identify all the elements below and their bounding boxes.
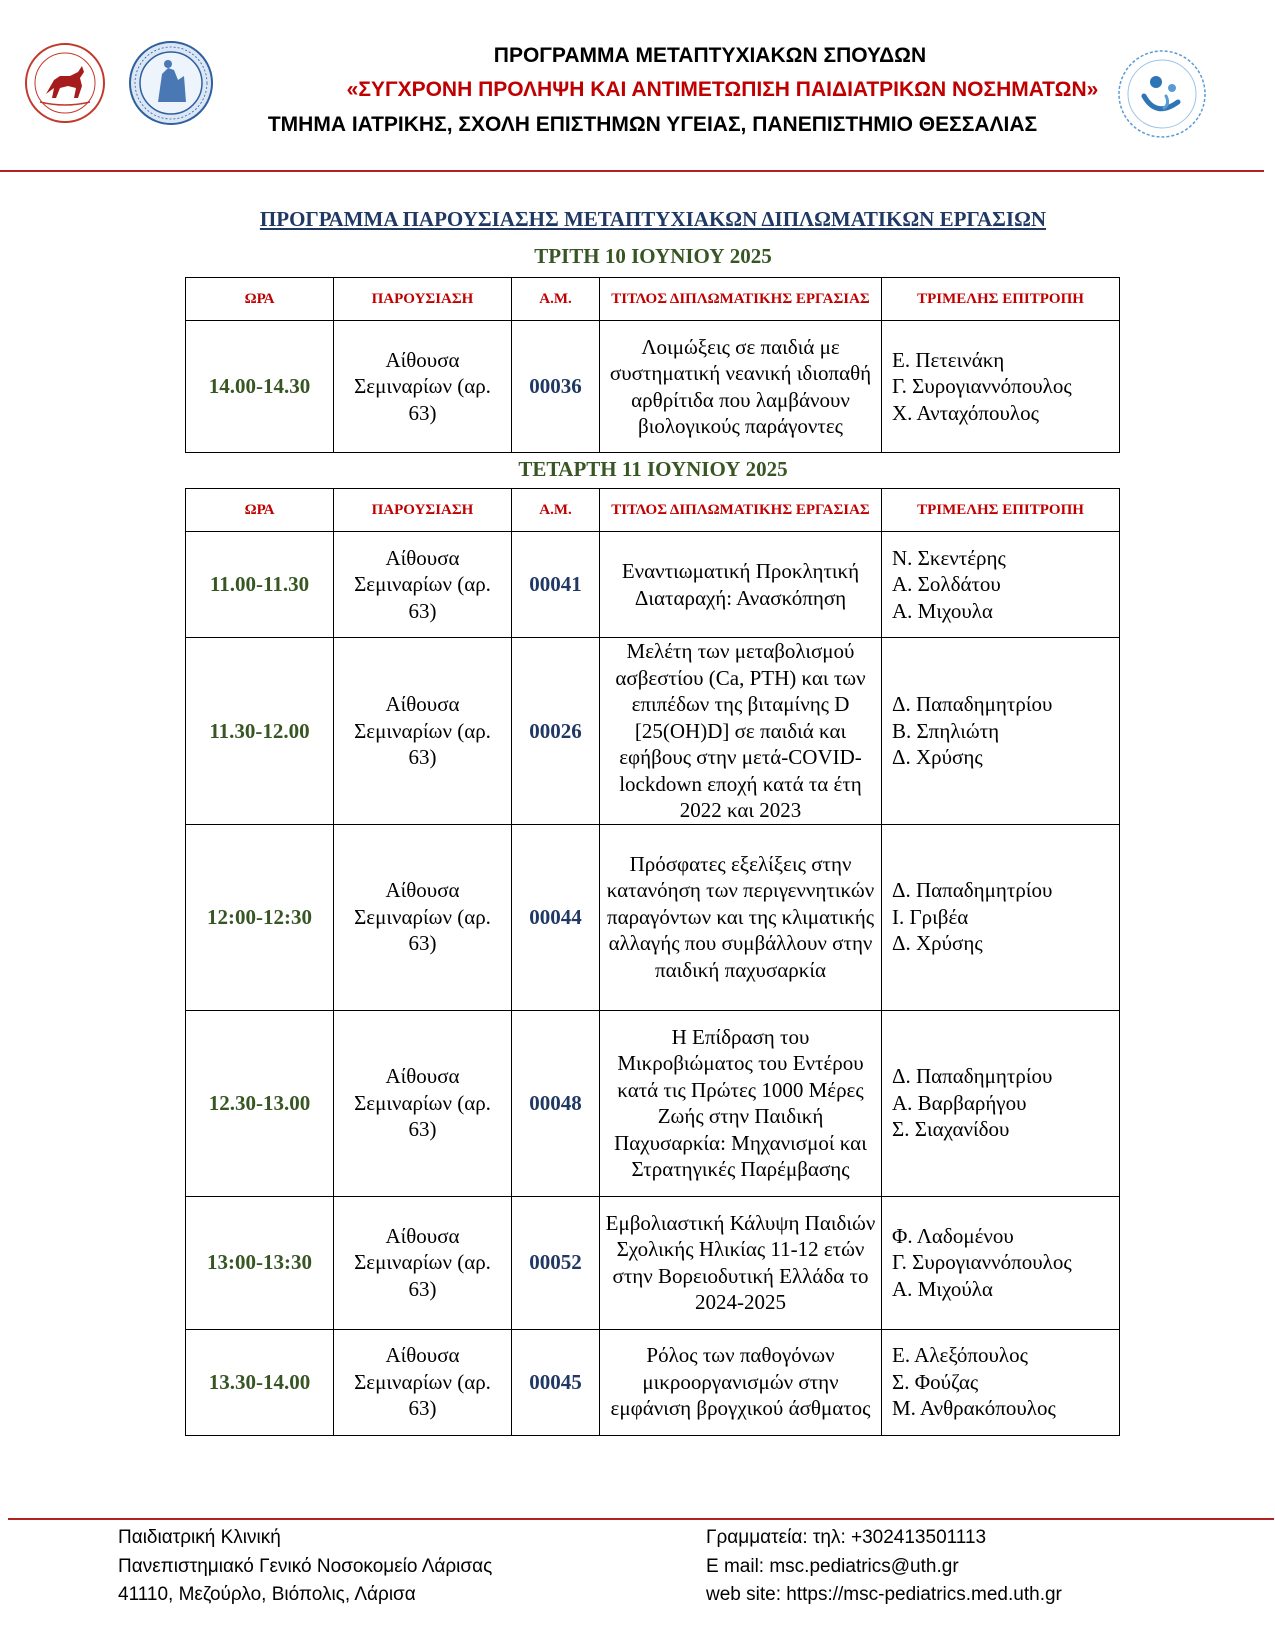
header-divider (0, 170, 1264, 172)
row-committee (882, 1329, 1120, 1435)
row-venue: Αίθουσα Σεμιναρίων (αρ. 63) (334, 638, 512, 825)
table-row (186, 1196, 1120, 1329)
footer-divider (8, 1518, 1274, 1520)
row-title: Η Επίδραση του Μικροβιώματος του Εντέρου κατά τις Πρώτες 1000 Μέρες Ζωής στην Παιδική Παχυσαρκία: Μηχανισμοί και Στρατηγικές Παρέμβασης (600, 1010, 882, 1196)
row-am: 00048 (512, 1010, 600, 1196)
row-committee (882, 638, 1120, 825)
col-header-venue: ΠΑΡΟΥΣΙΑΣΗ (334, 489, 512, 532)
row-title: Πρόσφατες εξελίξεις στην κατανόηση των περιγεννητικών παραγόντων και της κλιματικής αλλαγής που συμβάλλουν στην παιδική παχυσαρκία (600, 824, 882, 1010)
row-committee (882, 1010, 1120, 1196)
row-am: 00052 (512, 1196, 600, 1329)
committee-member: Α. Μιχούλα (892, 1276, 993, 1301)
row-title: Εναντιωματική Προκλητική Διαταραχή: Ανασκόπηση (600, 532, 882, 638)
row-title: Ρόλος των παθογόνων μικροοργανισμών στην εμφάνιση βρογχικού άσθματος (600, 1329, 882, 1435)
committee-member: Α. Μιχουλα (892, 598, 993, 623)
committee-member: Σ. Σιαχανίδου (892, 1117, 1010, 1142)
committee-member: Φ. Λαδομένου (892, 1223, 1014, 1248)
col-header-am: Α.Μ. (512, 278, 600, 321)
program-subtitle: «ΣΥΓΧΡΟΝΗ ΠΡΟΛΗΨΗ ΚΑΙ ΑΝΤΙΜΕΤΩΠΙΣΗ ΠΑΙΔΙΑΤΡΙΚΩΝ ΝΟΣΗΜΑΤΩΝ» (346, 78, 1099, 101)
col-header-title: ΤΙΤΛΟΣ ΔΙΠΛΩΜΑΤΙΚΗΣ ΕΡΓΑΣΙΑΣ (600, 489, 882, 532)
committee-member: Δ. Χρύσης (892, 745, 983, 769)
row-title: Μελέτη των μεταβολισμού ασβεστίου (Ca, PTH) και των επιπέδων της βιταμίνης D [25(OH)D] σε παιδιά και εφήβους στην μετά-COVID-lockdown εποχή κατά τα έτη 2022 και 2023 (600, 638, 882, 825)
committee-member: Δ. Χρύσης (892, 931, 983, 956)
table-row (186, 1329, 1120, 1435)
row-am: 00026 (512, 638, 600, 825)
footer-address (118, 1524, 492, 1610)
committee-member: Γ. Συρογιαννόπουλος (892, 374, 1072, 399)
row-committee (882, 1196, 1120, 1329)
schedule-table-day2 (185, 488, 1120, 1436)
committee-member: Δ. Παπαδημητρίου (892, 1064, 1053, 1089)
row-am: 00041 (512, 532, 600, 638)
row-venue: Αίθουσα Σεμιναρίων (αρ. 63) (334, 1329, 512, 1435)
committee-member: Χ. Ανταχόπουλος (892, 400, 1039, 425)
footer-phone: Γραμματεία: τηλ: +302413501113 (706, 1527, 987, 1548)
committee-member: Α. Βαρβαρήγου (892, 1090, 1027, 1115)
row-am: 00044 (512, 824, 600, 1010)
committee-member: Ι. Γριβέα (892, 904, 969, 929)
table-row (186, 532, 1120, 638)
table-header-row (186, 489, 1120, 532)
row-committee (882, 824, 1120, 1010)
table-row (186, 1010, 1120, 1196)
row-time: 12.30-13.00 (186, 1010, 334, 1196)
row-title: Εμβολιαστική Κάλυψη Παιδιών Σχολικής Ηλικίας 11-12 ετών στην Βορειοδυτική Ελλάδα το 2024-2025 (600, 1196, 882, 1329)
row-time: 14.00-14.30 (186, 321, 334, 453)
committee-member: Γ. Συρογιαννόπουλος (892, 1250, 1072, 1275)
row-venue: Αίθουσα Σεμιναρίων (αρ. 63) (334, 824, 512, 1010)
col-header-committee: ΤΡΙΜΕΛΗΣ ΕΠΙΤΡΟΠΗ (882, 278, 1120, 321)
committee-member: Σ. Φούζας (892, 1369, 979, 1394)
table-row (186, 824, 1120, 1010)
schedule-table-day1 (185, 277, 1120, 453)
committee-member: Μ. Ανθρακόπουλος (892, 1396, 1056, 1421)
footer-clinic-name: Παιδιατρική Κλινική (118, 1527, 281, 1548)
row-committee (882, 321, 1120, 453)
document-title: ΠΡΟΓΡΑΜΜΑ ΠΑΡΟΥΣΙΑΣΗΣ ΜΕΤΑΠΤΥΧΙΑΚΩΝ ΔΙΠΛΩΜΑΤΙΚΩΝ ΕΡΓΑΣΙΩΝ (259, 207, 1047, 231)
program-name: ΠΡΟΓΡΑΜΜΑ ΜΕΤΑΠΤΥΧΙΑΚΩΝ ΣΠΟΥΔΩΝ (493, 44, 927, 67)
col-header-title: ΤΙΤΛΟΣ ΔΙΠΛΩΜΑΤΙΚΗΣ ΕΡΓΑΣΙΑΣ (600, 278, 882, 321)
day-title: ΤΡΙΤΗ 10 ΙΟΥΝΙΟΥ 2025 (534, 244, 772, 268)
table-row (186, 638, 1120, 825)
footer-hospital-name: Πανεπιστημιακό Γενικό Νοσοκομείο Λάρισας (118, 1555, 493, 1577)
committee-member: Ν. Σκεντέρης (892, 545, 1006, 570)
table-row (186, 321, 1120, 453)
row-title: Λοιμώξεις σε παιδιά με συστηματική νεανική ιδιοπαθή αρθρίτιδα που λαμβάνουν βιολογικούς παράγοντες (600, 321, 882, 453)
row-venue: Αίθουσα Σεμιναρίων (αρ. 63) (334, 1196, 512, 1329)
row-venue: Αίθουσα Σεμιναρίων (αρ. 63) (334, 1010, 512, 1196)
committee-member: Ε. Αλεξόπουλος (892, 1343, 1028, 1368)
col-header-time: ΩΡΑ (186, 489, 334, 532)
row-am: 00036 (512, 321, 600, 453)
day-title: ΤΕΤΑΡΤΗ 11 ΙΟΥΝΙΟΥ 2025 (518, 457, 788, 481)
col-header-committee: ΤΡΙΜΕΛΗΣ ΕΠΙΤΡΟΠΗ (882, 489, 1120, 532)
row-time: 11.30-12.00 (186, 638, 334, 825)
row-time: 12:00-12:30 (186, 824, 334, 1010)
row-venue: Αίθουσα Σεμιναρίων (αρ. 63) (334, 532, 512, 638)
committee-member: Δ. Παπαδημητρίου (892, 692, 1053, 716)
table-header-row (186, 278, 1120, 321)
row-committee (882, 532, 1120, 638)
department-line: ΤΜΗΜΑ ΙΑΤΡΙΚΗΣ, ΣΧΟΛΗ ΕΠΙΣΤΗΜΩΝ ΥΓΕΙΑΣ, ΠΑΝΕΠΙΣΤΗΜΙΟ ΘΕΣΣΑΛΙΑΣ (267, 113, 1038, 136)
row-venue: Αίθουσα Σεμιναρίων (αρ. 63) (334, 321, 512, 453)
committee-member: Α. Σολδάτου (892, 572, 1001, 597)
col-header-am: Α.Μ. (512, 489, 600, 532)
row-time: 13:00-13:30 (186, 1196, 334, 1329)
col-header-venue: ΠΑΡΟΥΣΙΑΣΗ (334, 278, 512, 321)
footer-postal-address: 41110, Μεζούρλο, Βιόπολις, Λάρισα (118, 1584, 416, 1605)
committee-member: Δ. Παπαδημητρίου (892, 878, 1053, 903)
col-header-time: ΩΡΑ (186, 278, 334, 321)
footer-contact (706, 1524, 1062, 1610)
row-time: 11.00-11.30 (186, 532, 334, 638)
committee-member: Β. Σπηλιώτη (892, 718, 1000, 743)
footer-website[interactable]: web site: https://msc-pediatrics.med.uth.gr (706, 1584, 1062, 1605)
row-time: 13.30-14.00 (186, 1329, 334, 1435)
committee-member: Ε. Πετεινάκη (892, 347, 1005, 372)
row-am: 00045 (512, 1329, 600, 1435)
footer-email[interactable]: E mail: msc.pediatrics@uth.gr (706, 1555, 959, 1577)
